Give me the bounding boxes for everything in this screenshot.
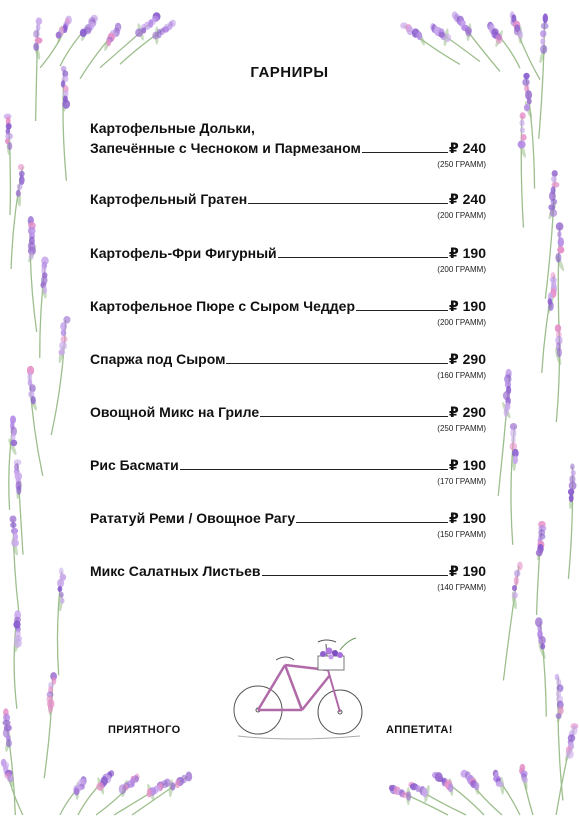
closing-text-left: ПРИЯТНОГО: [108, 724, 181, 736]
item-price: ₽ 290: [449, 404, 486, 420]
item-weight: (250 ГРАММ): [437, 160, 486, 169]
dotted-leader: [248, 202, 448, 204]
item-name: Овощной Микс на Гриле: [90, 404, 260, 420]
item-name-line1: Картофельные Дольки,: [90, 120, 255, 136]
item-price: ₽ 240: [449, 140, 486, 156]
menu-item: [90, 296, 486, 327]
item-weight: (140 ГРАММ): [437, 583, 486, 592]
menu-item: [90, 561, 486, 592]
menu-item: [90, 402, 486, 433]
item-weight: (170 ГРАММ): [437, 477, 486, 486]
item-row: [90, 455, 486, 475]
item-name: Рататуй Реми / Овощное Рагу: [90, 510, 296, 526]
menu-item: [90, 243, 486, 274]
dotted-leader: [262, 574, 448, 576]
item-name: Микс Салатных Листьев: [90, 563, 261, 579]
item-price: ₽ 190: [449, 563, 486, 579]
item-row: [90, 349, 486, 369]
item-name: Картофельное Пюре с Сыром Чеддер: [90, 298, 356, 314]
item-row: [90, 296, 486, 316]
item-weight: (200 ГРАММ): [437, 318, 486, 327]
menu-item: [90, 455, 486, 486]
menu-item: [90, 189, 486, 220]
item-weight: (200 ГРАММ): [437, 265, 486, 274]
item-price: ₽ 190: [449, 245, 486, 261]
item-row: [90, 189, 486, 209]
item-name: Картофельный Гратен: [90, 191, 248, 207]
item-price: ₽ 240: [449, 191, 486, 207]
menu-item: [90, 349, 486, 380]
item-row: [90, 561, 486, 581]
item-weight: (160 ГРАММ): [437, 371, 486, 380]
item-price: ₽ 190: [449, 298, 486, 314]
item-weight: (250 ГРАММ): [437, 424, 486, 433]
menu-item: [90, 508, 486, 539]
item-name: Картофель-Фри Фигурный: [90, 245, 277, 261]
item-name: Запечённые с Чесноком и Пармезаном: [90, 140, 361, 156]
item-name: Спаржа под Сыром: [90, 351, 226, 367]
item-row: [90, 243, 486, 263]
item-name: Рис Басмати: [90, 457, 179, 473]
item-row: [90, 402, 486, 422]
dotted-leader: [278, 256, 448, 258]
item-price: ₽ 190: [449, 457, 486, 473]
dotted-leader: [226, 362, 448, 364]
dotted-leader: [356, 309, 448, 311]
menu-item: [90, 118, 486, 169]
item-price: ₽ 190: [449, 510, 486, 526]
closing-text-right: АППЕТИТА!: [386, 724, 453, 736]
bicycle-illustration: [230, 630, 365, 745]
item-price: ₽ 290: [449, 351, 486, 367]
dotted-leader: [362, 151, 448, 153]
dotted-leader: [260, 415, 448, 417]
dotted-leader: [296, 521, 448, 523]
menu-title: ГАРНИРЫ: [250, 64, 329, 81]
dotted-leader: [180, 468, 448, 470]
item-weight: (200 ГРАММ): [437, 211, 486, 220]
item-weight: (150 ГРАММ): [437, 530, 486, 539]
item-row: [90, 138, 486, 158]
item-row: [90, 508, 486, 528]
